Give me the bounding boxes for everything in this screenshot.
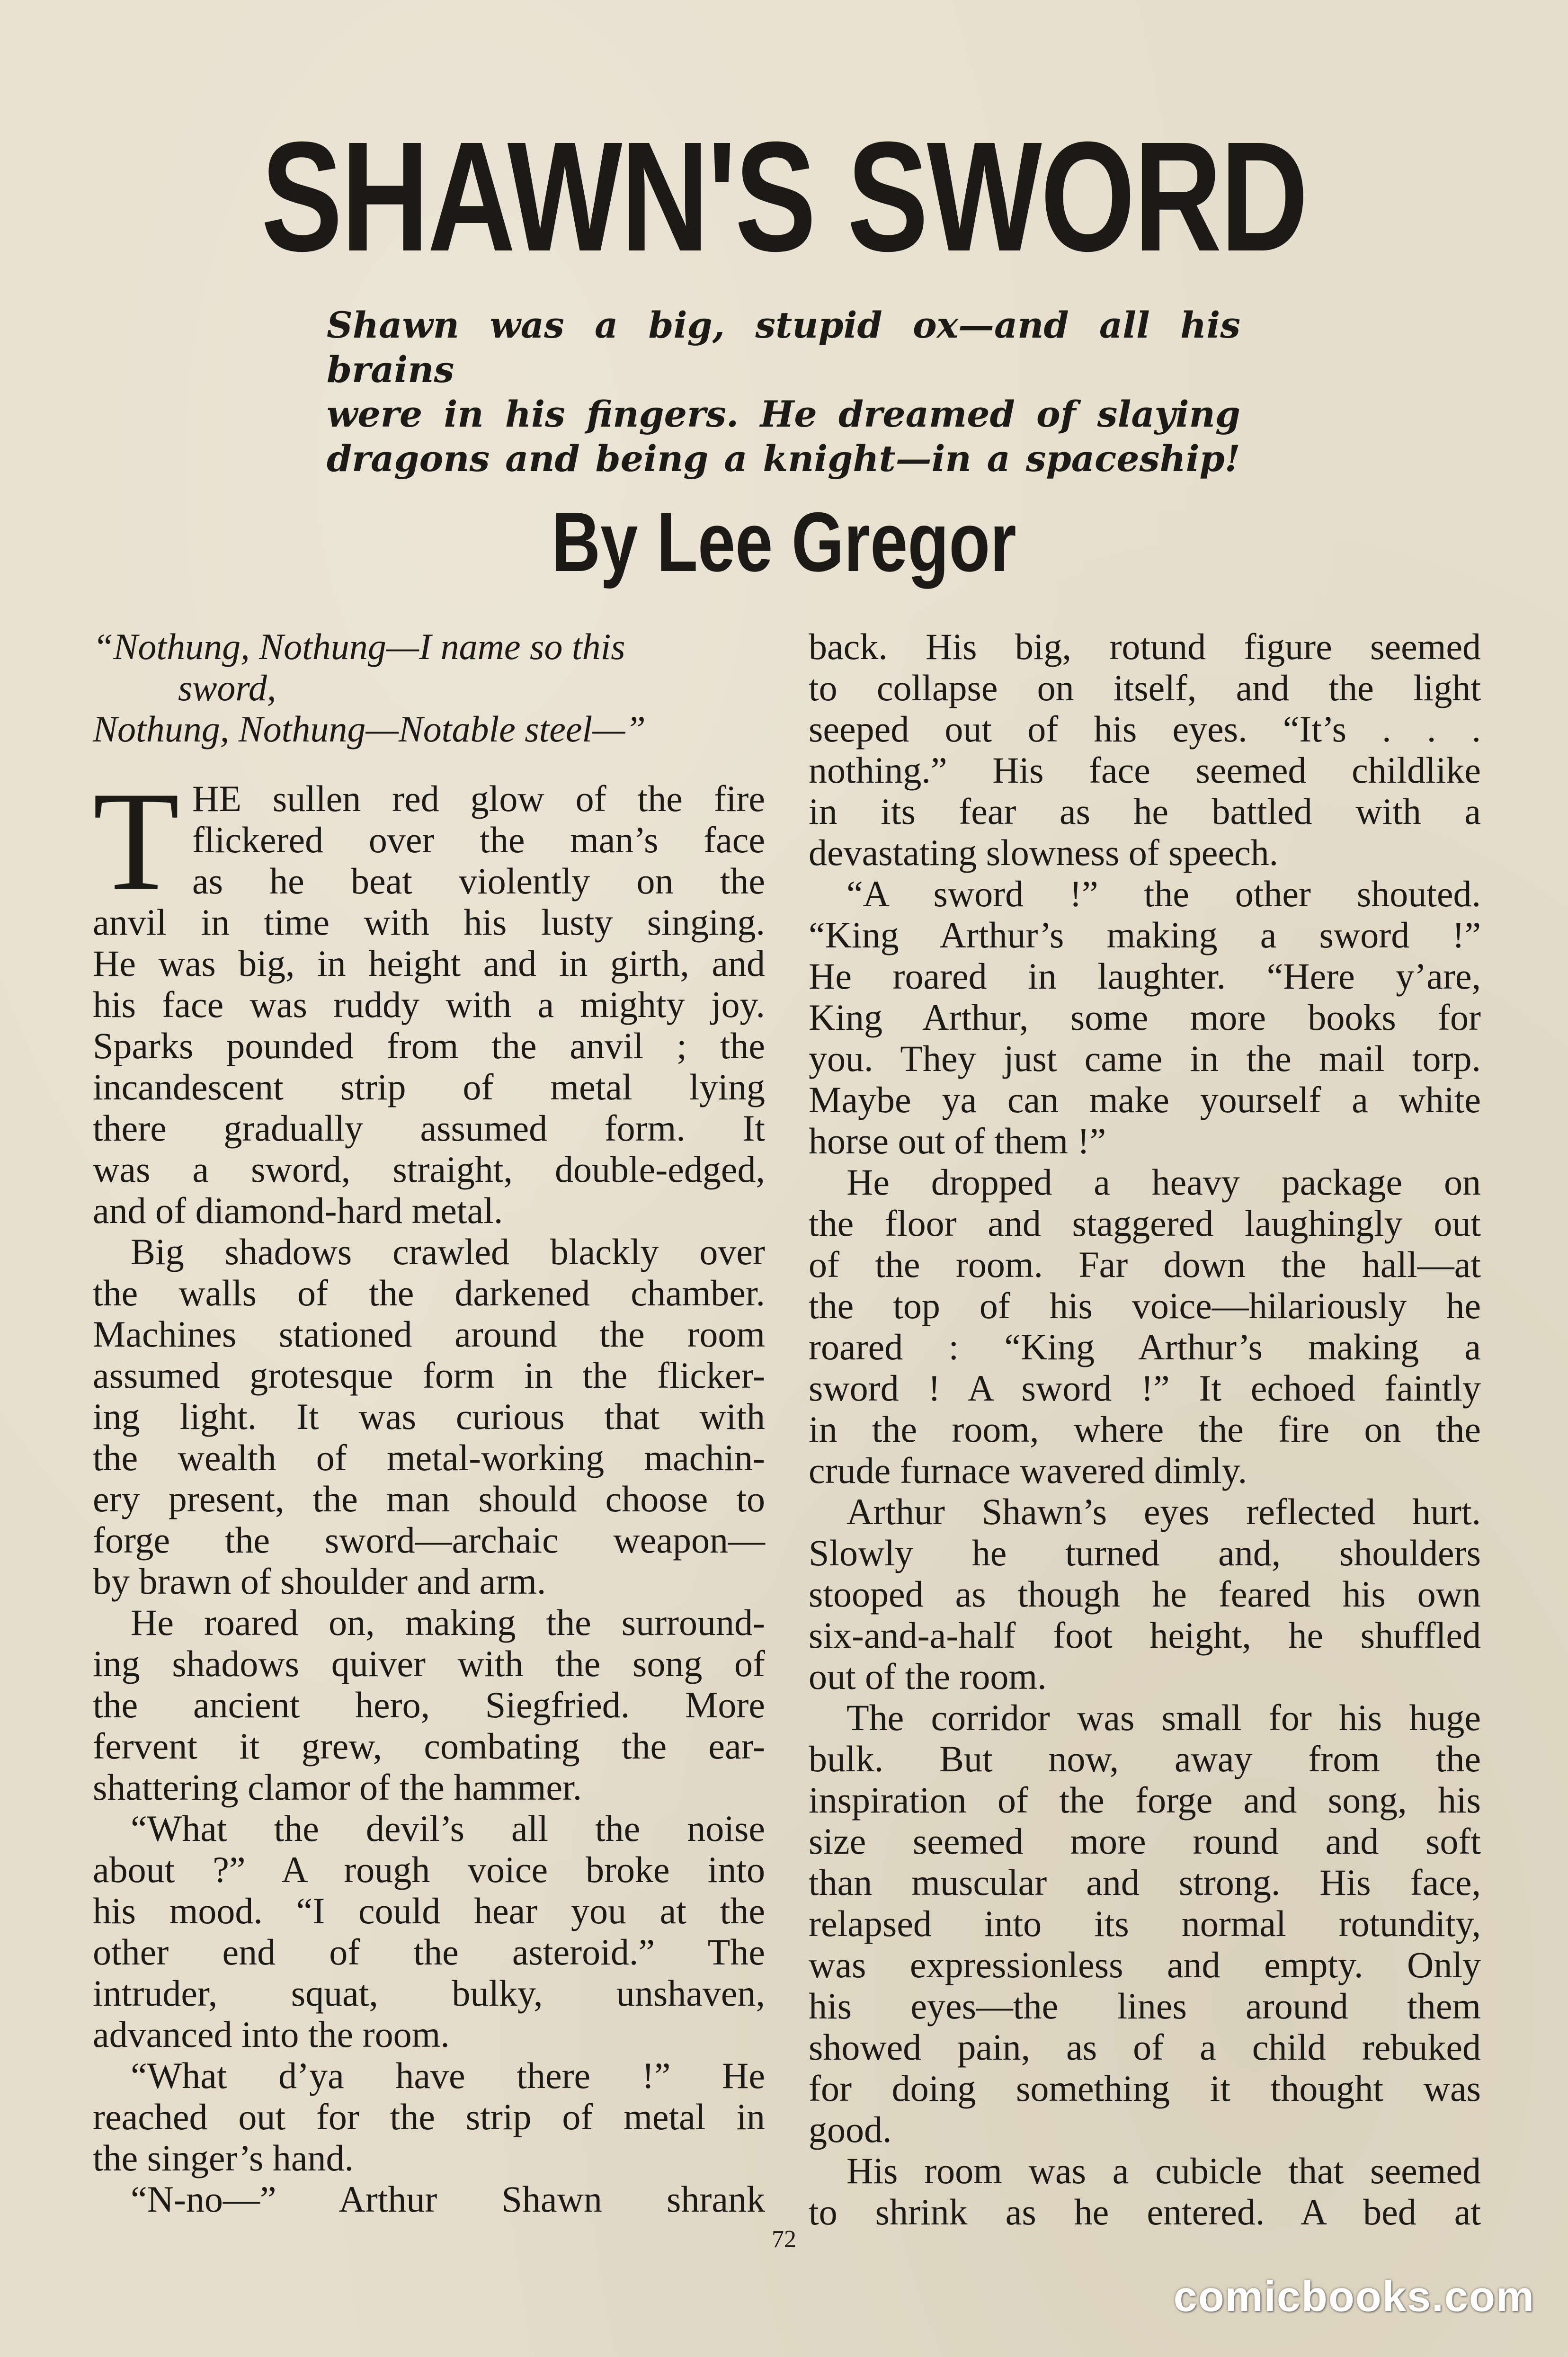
text-line: crude furnace wavered dimly. xyxy=(809,1450,1247,1491)
text-line: his face was ruddy with a mighty joy. xyxy=(93,984,765,1025)
text-line: there gradually assumed form. It xyxy=(93,1107,765,1149)
text-line: in its fear as he battled with a xyxy=(809,791,1481,832)
text-line: Slowly he turned and, shoulders xyxy=(809,1532,1481,1573)
text-line: about ?” A rough voice broke into xyxy=(93,1849,765,1890)
text-line: anvil in time with his lusty singing. xyxy=(93,902,765,943)
text-line: in the room, where the fire on the xyxy=(809,1409,1481,1450)
text-line: forge the sword—archaic weapon— xyxy=(93,1519,765,1561)
text-line: his eyes—the lines around them xyxy=(809,1985,1481,2027)
story-blurb xyxy=(327,303,1240,481)
text-line: ery present, the man should choose to xyxy=(93,1478,765,1519)
text-line: for doing something it thought was xyxy=(809,2068,1481,2109)
text-line: intruder, squat, bulky, unshaven, xyxy=(93,1973,765,2014)
text-line: Maybe ya can make yourself a white xyxy=(809,1079,1481,1120)
text-line: by brawn of shoulder and arm. xyxy=(93,1561,546,1602)
text-line: flickered over the man’s face xyxy=(192,819,765,860)
text-line: roared : “King Arthur’s making a xyxy=(809,1326,1481,1367)
spacer xyxy=(93,750,765,778)
text-column-right xyxy=(809,626,1481,2232)
epigraph-line: Nothung, Nothung—Notable steel—” xyxy=(93,708,646,750)
text-line: Big shadows crawled blackly over xyxy=(131,1231,765,1272)
blurb-line: dragons and being a knight—in a spaceship! xyxy=(327,437,1240,480)
blurb-line: were in his fingers. He dreamed of slaying xyxy=(327,393,1240,435)
text-line: and of diamond-hard metal. xyxy=(93,1190,503,1231)
drop-cap: T xyxy=(93,762,180,920)
epigraph xyxy=(93,626,765,750)
text-line: the walls of the darkened chamber. xyxy=(93,1272,765,1313)
text-line: horse out of them !” xyxy=(809,1120,1106,1161)
text-line: inspiration of the forge and song, his xyxy=(809,1779,1481,1821)
text-line: incandescent strip of metal lying xyxy=(93,1066,765,1107)
story-title: SHAWN'S SWORD xyxy=(261,109,1307,284)
text-line: “What d’ya have there !” He xyxy=(131,2055,765,2096)
text-line: “What the devil’s all the noise xyxy=(131,1808,765,1849)
text-line: was a sword, straight, double-edged, xyxy=(93,1149,765,1190)
text-line: He roared in laughter. “Here y’are, xyxy=(809,955,1481,997)
text-line: back. His big, rotund figure seemed xyxy=(809,626,1481,667)
text-line: bulk. But now, away from the xyxy=(809,1738,1481,1779)
opening-paragraph xyxy=(93,762,765,920)
text-line: He dropped a heavy package on xyxy=(846,1161,1481,1203)
blurb-line: Shawn was a big, stupid ox—and all his brains xyxy=(327,304,1240,391)
text-line: the top of his voice—hilariously he xyxy=(809,1285,1481,1326)
text-line: of the room. Far down the hall—at xyxy=(809,1244,1481,1285)
text-line: assumed grotesque form in the flicker- xyxy=(93,1355,765,1396)
text-line: fervent it grew, combating the ear- xyxy=(93,1725,765,1767)
text-line: six-and-a-half foot height, he shuffled xyxy=(809,1615,1481,1656)
text-line: “N-no—” Arthur Shawn shrank xyxy=(131,2178,765,2220)
text-line: the floor and staggered laughingly out xyxy=(809,1203,1481,1244)
text-line: showed pain, as of a child rebuked xyxy=(809,2027,1481,2068)
text-line: nothing.” His face seemed childlike xyxy=(809,750,1481,791)
text-line: to collapse on itself, and the light xyxy=(809,667,1481,708)
text-line: Arthur Shawn’s eyes reflected hurt. xyxy=(846,1491,1481,1532)
text-line: ing shadows quiver with the song of xyxy=(93,1643,765,1684)
text-line: good. xyxy=(809,2109,892,2150)
text-line: you. They just came in the mail torp. xyxy=(809,1038,1481,1079)
text-column-left xyxy=(93,626,765,2220)
text-line: seeped out of his eyes. “It’s . . . xyxy=(809,708,1481,750)
text-line: his mood. “I could hear you at the xyxy=(93,1890,765,1931)
text-line: relapsed into its normal rotundity, xyxy=(809,1903,1481,1944)
text-line: advanced into the room. xyxy=(93,2014,450,2055)
text-line: “King Arthur’s making a sword !” xyxy=(809,914,1481,955)
text-line: as he beat violently on the xyxy=(192,860,765,902)
text-line: King Arthur, some more books for xyxy=(809,997,1481,1038)
text-line: to shrink as he entered. A bed at xyxy=(809,2191,1481,2232)
site-watermark: comicbooks.com xyxy=(1173,2273,1535,2321)
text-line: shattering clamor of the hammer. xyxy=(93,1767,582,1808)
author-byline: By Lee Gregor xyxy=(552,495,1016,589)
text-line: size seemed more round and soft xyxy=(809,1821,1481,1862)
text-line: sword ! A sword !” It echoed faintly xyxy=(809,1367,1481,1409)
text-line: HE sullen red glow of the fire xyxy=(192,778,765,819)
text-line: “A sword !” the other shouted. xyxy=(846,873,1481,914)
epigraph-line: “Nothung, Nothung—I name so this xyxy=(93,626,625,667)
text-line: stooped as though he feared his own xyxy=(809,1573,1481,1615)
text-line: reached out for the strip of metal in xyxy=(93,2096,765,2137)
text-line: He was big, in height and in girth, and xyxy=(93,943,765,984)
text-line: the ancient hero, Siegfried. More xyxy=(93,1684,765,1725)
text-line: other end of the asteroid.” The xyxy=(93,1931,765,1973)
text-line: out of the room. xyxy=(809,1656,1047,1697)
page-number: 72 xyxy=(772,2226,796,2253)
text-line: than muscular and strong. His face, xyxy=(809,1862,1481,1903)
text-line: His room was a cubicle that seemed xyxy=(846,2150,1481,2191)
text-line: devastating slowness of speech. xyxy=(809,832,1279,873)
text-line: Sparks pounded from the anvil ; the xyxy=(93,1025,765,1066)
text-line: The corridor was small for his huge xyxy=(846,1697,1481,1738)
text-line: the wealth of metal-working machin- xyxy=(93,1437,765,1478)
text-line: ing light. It was curious that with xyxy=(93,1396,765,1437)
text-line: He roared on, making the surround- xyxy=(131,1602,765,1643)
epigraph-line: sword, xyxy=(178,667,276,708)
text-line: Machines stationed around the room xyxy=(93,1313,765,1355)
text-line: was expressionless and empty. Only xyxy=(809,1944,1481,1985)
text-line: the singer’s hand. xyxy=(93,2137,354,2178)
